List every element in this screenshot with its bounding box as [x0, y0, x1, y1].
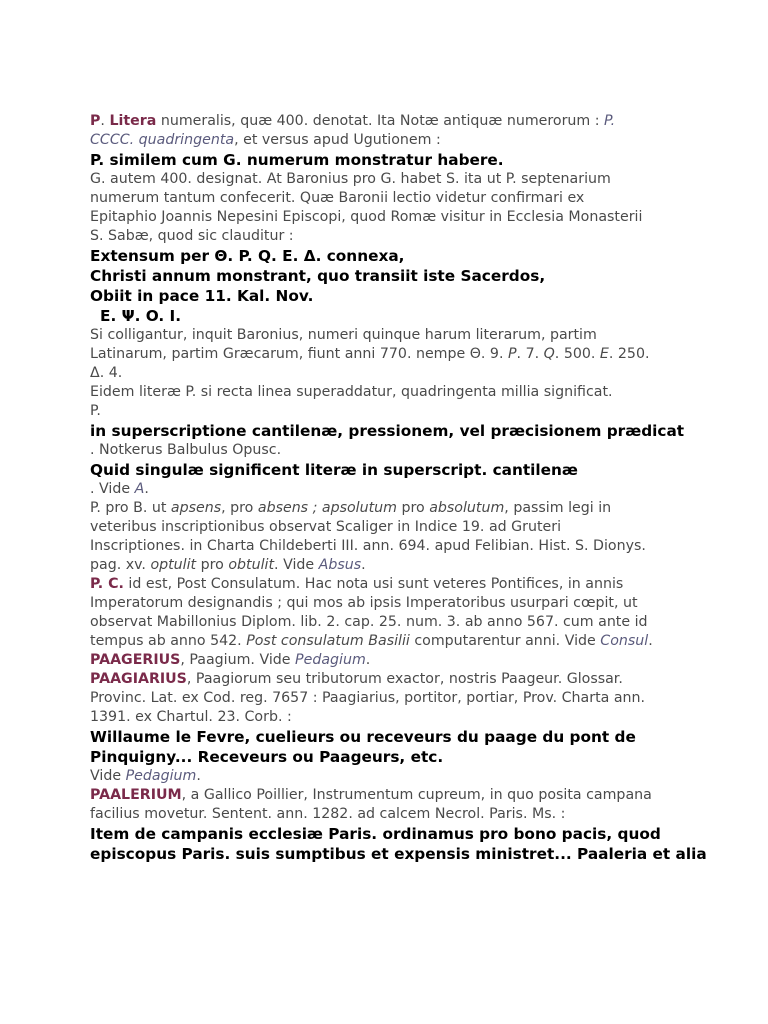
headword-litera: Litera: [109, 113, 157, 129]
entry-paagiarius-line-1: PAAGIARIUS, Paagiorum seu tributorum exactor, nostris Paageur. Glossar.: [90, 671, 623, 687]
cross-reference-link[interactable]: Pedagium: [125, 768, 197, 784]
entry-p-line-5: Epitaphio Joannis Nepesini Episcopi, quod Romæ visitur in Ecclesia Monasterii: [90, 209, 643, 225]
entry-p-line-17: pag. xv. optulit pro obtulit. Vide Absus.: [90, 557, 366, 573]
quote-line: Pinquigny... Receveurs ou Paageurs, etc.: [90, 748, 444, 766]
entry-p-line-2: CCCC. quadringenta, et versus apud Ugutionem :: [90, 132, 441, 148]
quote-line: Quid singulæ significent literæ in superscript. cantilenæ: [90, 461, 578, 479]
entry-paagiarius-line-2: Provinc. Lat. ex Cod. reg. 7657 : Paagiarius, portitor, portiar, Prov. Charta ann.: [90, 690, 646, 706]
quote-line: in superscriptione cantilenæ, pressionem, vel præcisionem prædicat: [90, 422, 685, 440]
entry-p-line-1: P. Litera numeralis, quæ 400. denotat. Ita Notæ antiquæ numerorum : P.: [90, 113, 616, 129]
entry-paalerium-line-2: facilius movetur. Sentent. ann. 1282. ad calcem Necrol. Paris. Ms. :: [90, 806, 566, 822]
cross-reference-link[interactable]: Consul: [600, 633, 649, 649]
headword-pc[interactable]: P. C.: [90, 576, 124, 592]
entry-paagiarius-line-4: Vide Pedagium.: [90, 768, 201, 784]
entry-p-line-11: P.: [90, 403, 101, 419]
entry-p-line-10: Eidem literæ P. si recta linea superaddatur, quadringenta millia significat.: [90, 384, 613, 400]
entry-paagerius: PAAGERIUS, Paagium. Vide Pedagium.: [90, 652, 371, 668]
entry-p-line-8: Latinarum, partim Græcarum, fiunt anni 770. nempe Θ. 9. P. 7. Q. 500. E. 250.: [90, 346, 650, 362]
quote-line: Extensum per Θ. P. Q. E. Δ. connexa,: [90, 247, 405, 265]
entry-p-line-4: numerum tantum confecerit. Quæ Baronii lectio videtur confirmari ex: [90, 190, 585, 206]
entry-p-line-7: Si colligantur, inquit Baronius, numeri quinque harum literarum, partim: [90, 327, 597, 343]
cross-reference-link[interactable]: Absus: [318, 557, 362, 573]
entry-p-line-14: P. pro B. ut apsens, pro absens ; apsolutum pro absolutum, passim legi in: [90, 500, 612, 516]
cross-reference-link[interactable]: A: [134, 481, 145, 497]
quote-line: Christi annum monstrant, quo transiit iste Sacerdos,: [90, 267, 546, 285]
cross-reference-link[interactable]: Pedagium: [295, 652, 366, 668]
quote-line: Item de campanis ecclesiæ Paris. ordinamus pro bono pacis, quod: [90, 825, 661, 843]
entry-p-line-15: veteribus inscriptionibus observat Scaliger in Indice 19. ad Gruteri: [90, 519, 562, 535]
entry-pc-line-3: observat Mabillonius Diplom. lib. 2. cap. 25. num. 3. ab anno 567. cum ante id: [90, 614, 648, 630]
quote-line: Willaume le Fevre, cuelieurs ou receveurs du paage du pont de: [90, 728, 636, 746]
entry-pc-line-4: tempus ab anno 542. Post consulatum Basilii computarentur anni. Vide Consul.: [90, 633, 653, 649]
entry-pc-line-2: Imperatorum designandis ; qui mos ab ipsis Imperatoribus usurpari cœpit, ut: [90, 595, 638, 611]
dictionary-page: [90, 112, 750, 864]
entry-paalerium-line-1: PAALERIUM, a Gallico Poillier, Instrumentum cupreum, in quo posita campana: [90, 787, 652, 803]
entry-p-line-9: Δ. 4.: [90, 365, 123, 381]
headword-paagerius[interactable]: PAAGERIUS: [90, 652, 181, 668]
quote-line: episcopus Paris. suis sumptibus et expensis ministret... Paaleria et alia: [90, 845, 707, 863]
entry-p-line-6: S. Sabæ, quod sic clauditur :: [90, 228, 294, 244]
quote-line: P. similem cum G. numerum monstratur habere.: [90, 151, 504, 169]
entry-pc-line-1: P. C. id est, Post Consulatum. Hac nota usi sunt veteres Pontifices, in annis: [90, 576, 624, 592]
headword-p[interactable]: P: [90, 113, 101, 129]
headword-paagiarius[interactable]: PAAGIARIUS: [90, 671, 187, 687]
headword-paalerium[interactable]: PAALERIUM: [90, 787, 182, 803]
quote-line: Obiit in pace 11. Kal. Nov.: [90, 287, 314, 305]
entry-p-line-12: . Notkerus Balbulus Opusc.: [90, 442, 282, 458]
entry-p-line-13: . Vide A.: [90, 481, 149, 497]
entry-p-line-3: G. autem 400. designat. At Baronius pro G. habet S. ita ut P. septenarium: [90, 171, 611, 187]
entry-paagiarius-line-3: 1391. ex Chartul. 23. Corb. :: [90, 709, 292, 725]
ref-p: P.: [604, 113, 616, 129]
ref-cccc: CCCC. quadringenta: [90, 132, 235, 148]
entry-p-line-16: Inscriptiones. in Charta Childeberti III. ann. 694. apud Felibian. Hist. S. Dionys.: [90, 538, 646, 554]
quote-line: E. Ψ. O. I.: [100, 307, 182, 325]
